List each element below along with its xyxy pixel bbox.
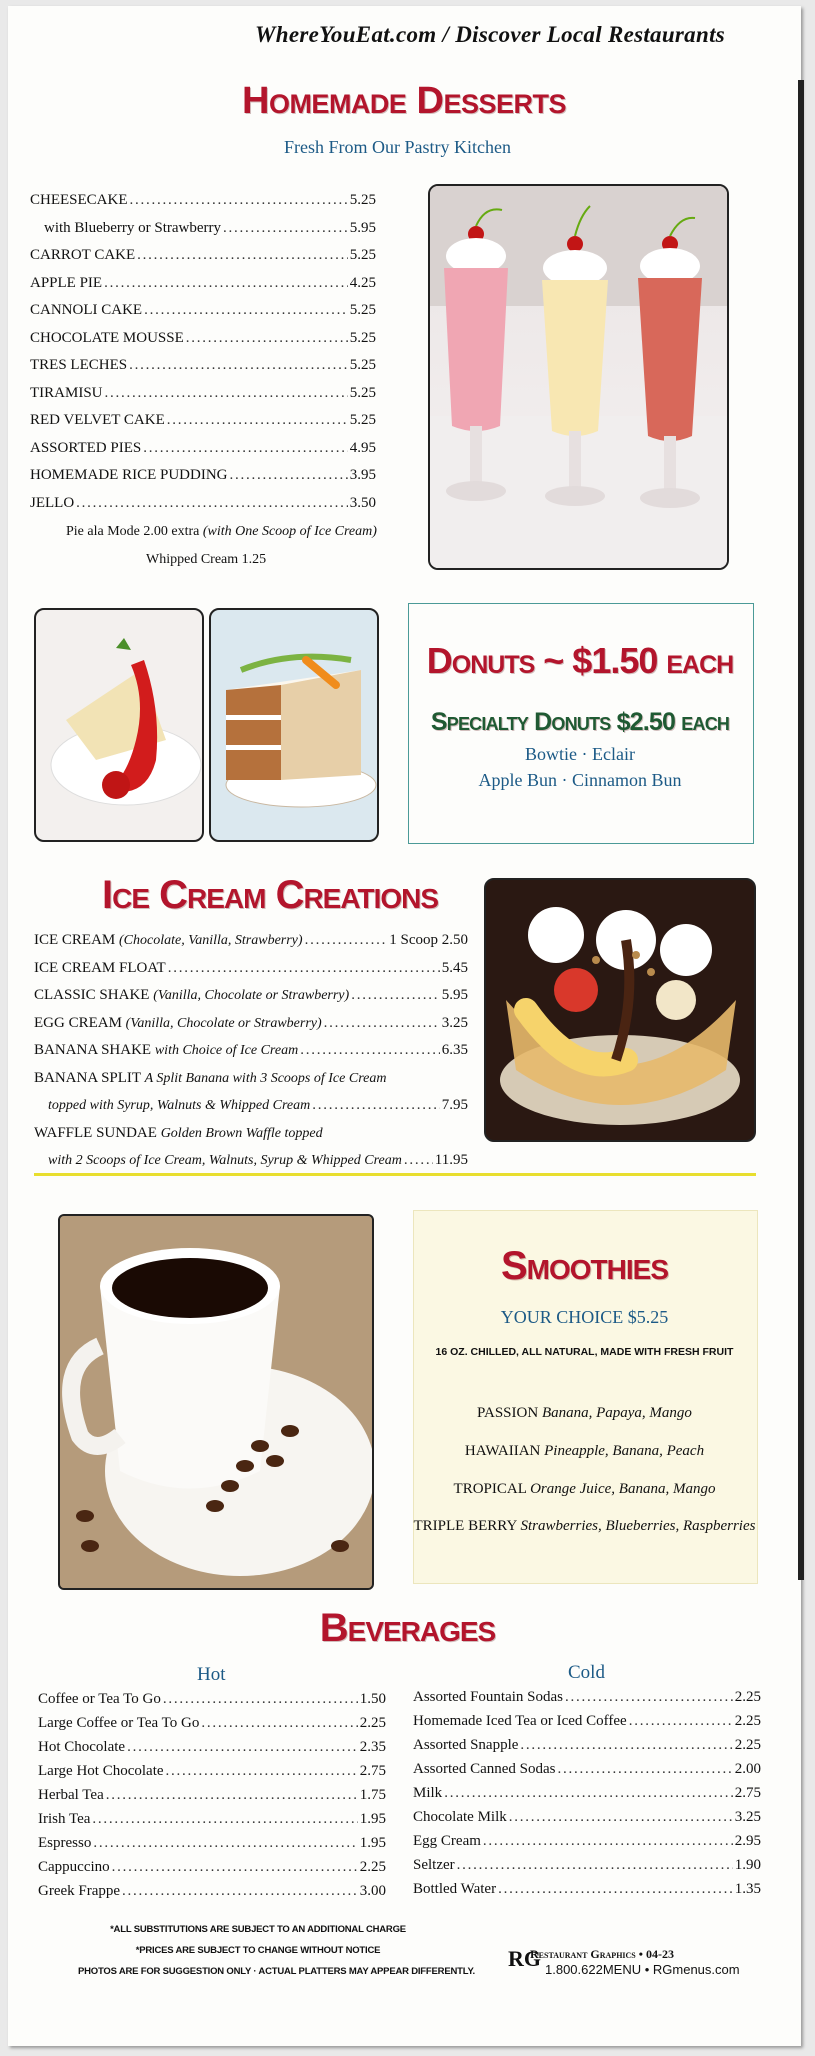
menu-item: Homemade Iced Tea or Iced Coffee . . . 2.25: [413, 1709, 761, 1733]
menu-item: CLASSIC SHAKE (Vanilla, Chocolate or Strawberry) . . . 5.95: [34, 982, 468, 1010]
hot-beverages-list: [38, 1687, 386, 1903]
desserts-subtitle: Fresh From Our Pastry Kitchen: [284, 137, 511, 157]
menu-item: Assorted Fountain Sodas . . . 2.25: [413, 1685, 761, 1709]
ice-cream-list: [34, 927, 468, 1175]
pie-ala-mode-note: Pie ala Mode 2.00 extra (with One Scoop of Ice Cream): [66, 524, 377, 539]
cheesecake-photo: [34, 608, 204, 842]
donut-varieties-2: Apple Bun · Cinnamon Bun: [478, 770, 682, 790]
menu-item: Irish Tea . . . 1.95: [38, 1807, 386, 1831]
cold-beverages-list: [413, 1685, 761, 1901]
menu-item: RED VELVET CAKE . . . 5.25: [30, 407, 376, 435]
footer-note-2: *PRICES ARE SUBJECT TO CHANGE WITHOUT NOTICE: [135, 1945, 381, 1956]
menu-item: CHEESECAKE . . . 5.25: [30, 187, 376, 215]
menu-item: JELLO . . . 3.50: [30, 490, 376, 518]
ice-cream-heading: Ice Cream Creations: [102, 873, 439, 917]
menu-item: Herbal Tea . . . 1.75: [38, 1783, 386, 1807]
menu-item: Chocolate Milk . . . 3.25: [413, 1805, 761, 1829]
specialty-donuts-heading: Specialty Donuts $2.50 each: [430, 708, 730, 736]
menu-item: BANANA SHAKE with Choice of Ice Cream . . . 6.35: [34, 1037, 468, 1065]
menu-item: CARROT CAKE . . . 5.25: [30, 242, 376, 270]
smoothies-description: 16 OZ. CHILLED, ALL NATURAL, MADE WITH FRESH FRUIT: [435, 1346, 734, 1358]
menu-item: TRES LECHES . . . 5.25: [30, 352, 376, 380]
menu-item: ICE CREAM (Chocolate, Vanilla, Strawberry) . . . 1 Scoop 2.50: [34, 927, 468, 955]
menu-item: Bottled Water . . . 1.35: [413, 1877, 761, 1901]
smoothies-heading: Smoothies: [500, 1244, 669, 1288]
menu-item: Assorted Canned Sodas . . . 2.00: [413, 1757, 761, 1781]
menu-item: Large Hot Chocolate . . . 2.75: [38, 1759, 386, 1783]
smoothie-item: HAWAIIAN Pineapple, Banana, Peach: [464, 1443, 705, 1459]
menu-item: with Blueberry or Strawberry . . . 5.95: [30, 215, 376, 243]
smoothies-price: YOUR CHOICE $5.25: [500, 1307, 669, 1327]
menu-item: Hot Chocolate . . . 2.35: [38, 1735, 386, 1759]
menu-item: ASSORTED PIES . . . 4.95: [30, 435, 376, 463]
menu-item: Egg Cream . . . 2.95: [413, 1829, 761, 1853]
menu-item: ICE CREAM FLOAT . . . 5.45: [34, 955, 468, 983]
menu-item: Coffee or Tea To Go . . . 1.50: [38, 1687, 386, 1711]
brand-contact[interactable]: 1.800.622MENU • RGmenus.com: [545, 1962, 740, 1977]
desserts-heading: Homemade Desserts: [242, 80, 566, 122]
carrot-cake-photo: [209, 608, 379, 842]
menu-item: CANNOLI CAKE . . . 5.25: [30, 297, 376, 325]
smoothie-item: TRIPLE BERRY Strawberries, Blueberries, Raspberries: [413, 1518, 756, 1534]
menu-item: Espresso . . . 1.95: [38, 1831, 386, 1855]
menu-item: Seltzer . . . 1.90: [413, 1853, 761, 1877]
donut-varieties-1: Bowtie · Eclair: [525, 744, 635, 764]
cold-beverages-label: Cold: [568, 1662, 605, 1683]
menu-item: TIRAMISU . . . 5.25: [30, 380, 376, 408]
coffee-photo: [58, 1214, 374, 1590]
milkshakes-photo: [428, 184, 729, 570]
section-divider: [34, 1173, 756, 1176]
banana-split-name: BANANA SPLIT A Split Banana with 3 Scoops of Ice Cream: [34, 1069, 387, 1086]
site-title[interactable]: WhereYouEat.com / Discover Local Restaurants: [255, 22, 726, 47]
whipped-cream-note: Whipped Cream 1.25: [146, 552, 267, 567]
menu-item: HOMEMADE RICE PUDDING . . . 3.95: [30, 462, 376, 490]
beverages-heading: Beverages: [319, 1606, 496, 1650]
footer-note-1: *ALL SUBSTITUTIONS ARE SUBJECT TO AN ADDITIONAL CHARGE: [110, 1924, 406, 1935]
smoothie-item: PASSION Banana, Papaya, Mango: [477, 1405, 692, 1421]
menu-item: EGG CREAM (Vanilla, Chocolate or Strawberry) . . . 3.25: [34, 1010, 468, 1038]
menu-item: APPLE PIE . . . 4.25: [30, 270, 376, 298]
menu-item: Greek Frappe . . . 3.00: [38, 1879, 386, 1903]
waffle-sundae-desc: with 2 Scoops of Ice Cream, Walnuts, Syrup & Whipped Cream . . . 11.95: [34, 1147, 468, 1175]
menu-item: Large Coffee or Tea To Go . . . 2.25: [38, 1711, 386, 1735]
smoothie-item: TROPICAL Orange Juice, Banana, Mango: [453, 1481, 716, 1497]
banana-split-photo: [484, 878, 756, 1142]
hot-beverages-label: Hot: [197, 1664, 226, 1685]
waffle-sundae-name: WAFFLE SUNDAE Golden Brown Waffle topped: [34, 1124, 323, 1141]
menu-item: Assorted Snapple . . . 2.25: [413, 1733, 761, 1757]
footer-note-3: PHOTOS ARE FOR SUGGESTION ONLY · ACTUAL PLATTERS MAY APPEAR DIFFERENTLY.: [78, 1966, 475, 1977]
restaurant-graphics-logo: RG: [508, 1946, 541, 1971]
desserts-list: [30, 187, 376, 517]
menu-item: CHOCOLATE MOUSSE . . . 5.25: [30, 325, 376, 353]
menu-item: Milk . . . 2.75: [413, 1781, 761, 1805]
brand-name: Restaurant Graphics • 04-23: [530, 1947, 674, 1961]
menu-item: Cappuccino . . . 2.25: [38, 1855, 386, 1879]
donuts-heading: Donuts ~ $1.50 each: [426, 640, 734, 681]
banana-split-desc: topped with Syrup, Walnuts & Whipped Cream . . . 7.95: [34, 1092, 468, 1120]
page-edge-shadow: [798, 80, 804, 1580]
